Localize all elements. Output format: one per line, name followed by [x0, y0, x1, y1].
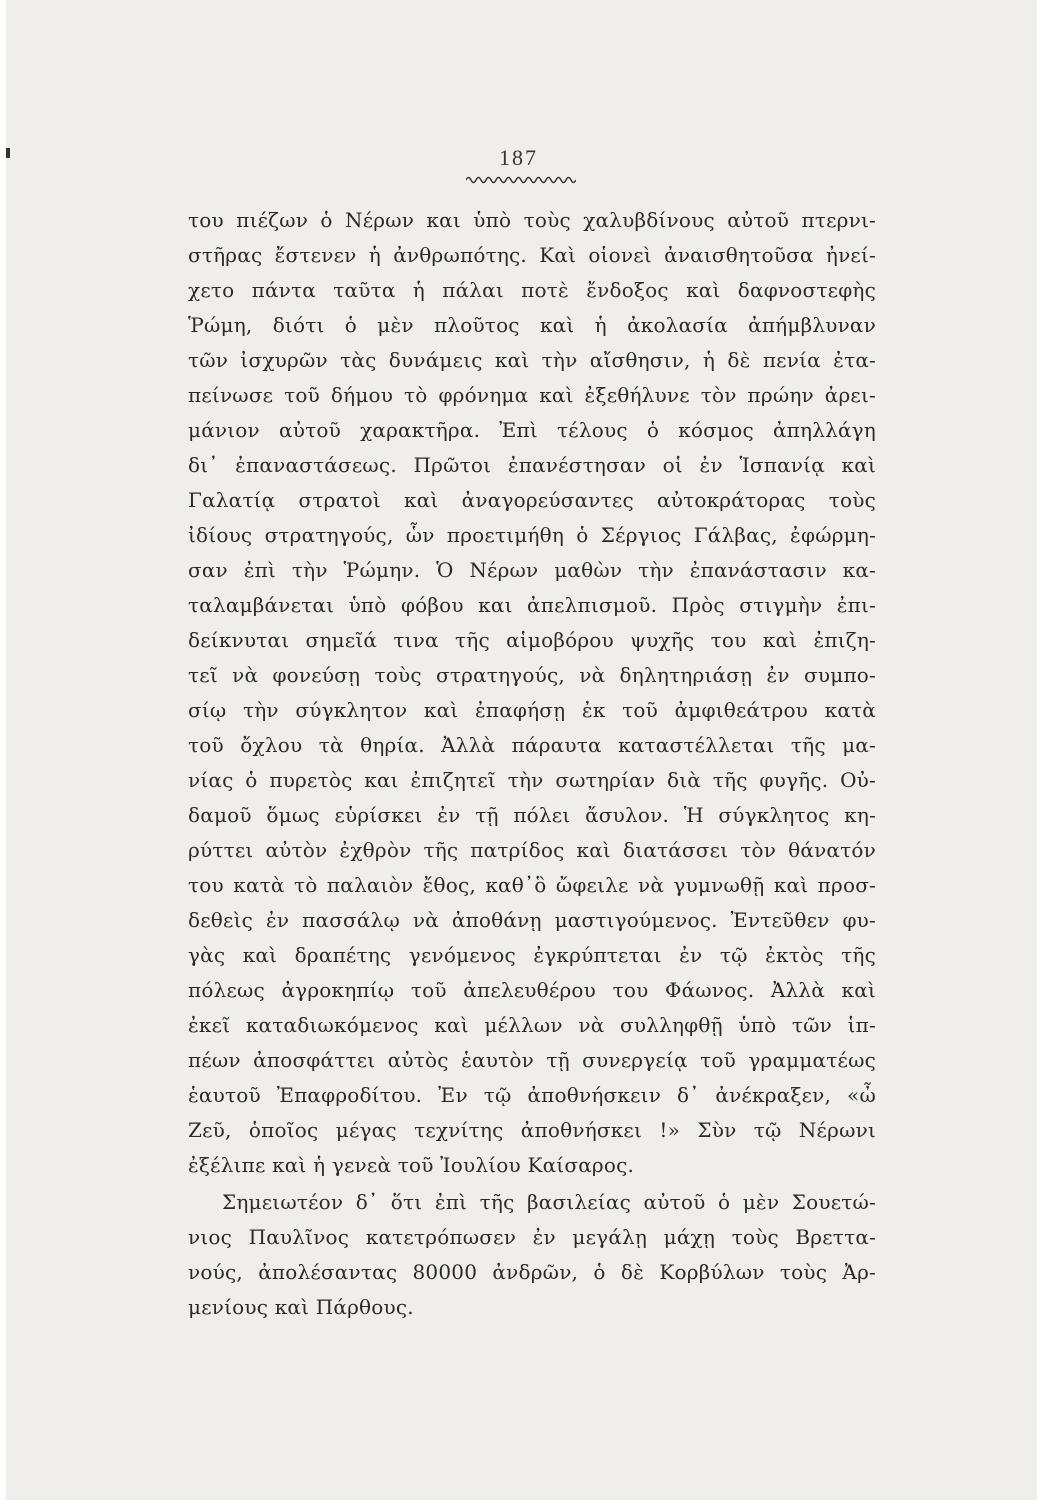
text-line: τῶν ἰσχυρῶν τὰς δυνάμεις καὶ τὴν αἴσθησιν, ἡ δὲ πενία ἐτα- [188, 348, 876, 372]
wavy-rule-ornament [466, 172, 576, 186]
text-line: στῆρας ἔστενεν ἡ ἀνθρωπότης. Καὶ οἱονεὶ ἀναισθητοῦσα ἠνεί- [188, 243, 876, 267]
text-line: πείνωσε τοῦ δήμου τὸ φρόνημα καὶ ἐξεθήλυνε τὸν πρώην ἀρει- [188, 383, 876, 407]
text-line: μάνιον αὐτοῦ χαρακτῆρα. Ἐπὶ τέλους ὁ κόσμος ἀπηλλάγη [188, 418, 876, 442]
text-line: νίας ὁ πυρετὸς και ἐπιζητεῖ τὴν σωτηρίαν διὰ τῆς φυγῆς. Οὐ- [188, 768, 876, 792]
text-line: νιος Παυλῖνος κατετρόπωσεν ἐν μεγάλῃ μάχῃ τοὺς Βρεττα- [188, 1225, 876, 1249]
body-text [0, 200, 1037, 1350]
text-line: του πιέζων ὁ Νέρων και ὑπὸ τοὺς χαλυβδίνους αὐτοῦ πτερνι- [188, 208, 876, 232]
text-line: δι᾽ ἐπαναστάσεως. Πρῶτοι ἐπανέστησαν οἱ ἐν Ἱσπανίᾳ καὶ [188, 453, 876, 477]
text-line: μενίους καὶ Πάρθους. [188, 1295, 414, 1319]
text-line: νούς, ἀπολέσαντας 80000 ἀνδρῶν, ὁ δὲ Κορβύλων τοὺς Ἀρ- [188, 1260, 876, 1284]
text-line: δείκνυται σημεῖά τινα τῆς αἱμοβόρου ψυχῆς του καὶ ἐπιζη- [188, 628, 876, 652]
text-line: Σημειωτέον δ᾽ ὅτι ἐπὶ τῆς βασιλείας αὐτοῦ ὁ μὲν Σουετώ- [222, 1190, 876, 1214]
text-line: τοῦ ὄχλου τὰ θηρία. Ἀλλὰ πάραυτα καταστέλλεται τῆς μα- [188, 733, 876, 757]
text-line: ἐκεῖ καταδιωκόμενος καὶ μέλλων νὰ συλληφθῇ ὑπὸ τῶν ἱπ- [188, 1013, 876, 1037]
text-line: Ζεῦ, ὁποῖος μέγας τεχνίτης ἀποθνήσκει !» Σὺν τῷ Νέρωνι [188, 1118, 876, 1142]
text-line: πέων ἀποσφάττει αὐτὸς ἑαυτὸν τῇ συνεργείᾳ τοῦ γραμματέως [188, 1048, 876, 1072]
text-line: τεῖ νὰ φονεύσῃ τοὺς στρατηγούς, νὰ δηλητηριάσῃ ἐν συμπο- [188, 663, 876, 687]
text-line: γὰς καὶ δραπέτης γενόμενος ἐγκρύπτεται ἐν τῷ ἐκτὸς τῆς [188, 943, 876, 967]
text-line: ταλαμβάνεται ὑπὸ φόβου και ἀπελπισμοῦ. Πρὸς στιγμὴν ἐπι- [188, 593, 876, 617]
text-line: σίῳ τὴν σύγκλητον καὶ ἐπαφήσῃ ἐκ τοῦ ἀμφιθεάτρου κατὰ [188, 698, 876, 722]
text-line: ἰδίους στρατηγούς, ὧν προετιμήθη ὁ Σέργιος Γάλβας, ἐφώρμη- [188, 523, 876, 547]
text-line: σαν ἐπὶ τὴν Ῥώμην. Ὁ Νέρων μαθὼν τὴν ἐπανάστασιν κα- [188, 558, 876, 582]
text-line: Ῥώμη, διότι ὁ μὲν πλοῦτος καὶ ἡ ἀκολασία ἀπήμβλυναν [188, 313, 876, 337]
text-line: δαμοῦ ὅμως εὑρίσκει ἐν τῇ πόλει ἄσυλον. Ἡ σύγκλητος κη- [188, 803, 876, 827]
text-line: χετο πάντα ταῦτα ἡ πάλαι ποτὲ ἔνδοξος καὶ δαφνοστεφὴς [188, 278, 876, 302]
text-line: ἑαυτοῦ Ἐπαφροδίτου. Ἐν τῷ ἀποθνήσκειν δ᾽ ἀνέκραξεν, «ὦ [188, 1083, 876, 1107]
text-line: του κατὰ τὸ παλαιὸν ἔθος, καθ᾽ὃ ὤφειλε νὰ γυμνωθῇ καὶ προσ- [188, 873, 876, 897]
page-number: 187 [499, 145, 538, 170]
text-line: ρύττει αὐτὸν ἐχθρὸν τῆς πατρίδος καὶ διατάσσει τὸν θάνατόν [188, 838, 876, 862]
text-line: Γαλατίᾳ στρατοὶ καὶ ἀναγορεύσαντες αὐτοκράτορας τοὺς [188, 488, 876, 512]
text-line: ἐξέλιπε καὶ ἡ γενεὰ τοῦ Ἰουλίου Καίσαρος. [188, 1153, 635, 1177]
text-line: πόλεως ἀγροκηπίῳ τοῦ ἀπελευθέρου του Φάωνος. Ἀλλὰ καὶ [188, 978, 876, 1002]
text-line: δεθεὶς ἐν πασσάλῳ νὰ ἀποθάνῃ μαστιγούμενος. Ἐντεῦθεν φυ- [188, 908, 876, 932]
